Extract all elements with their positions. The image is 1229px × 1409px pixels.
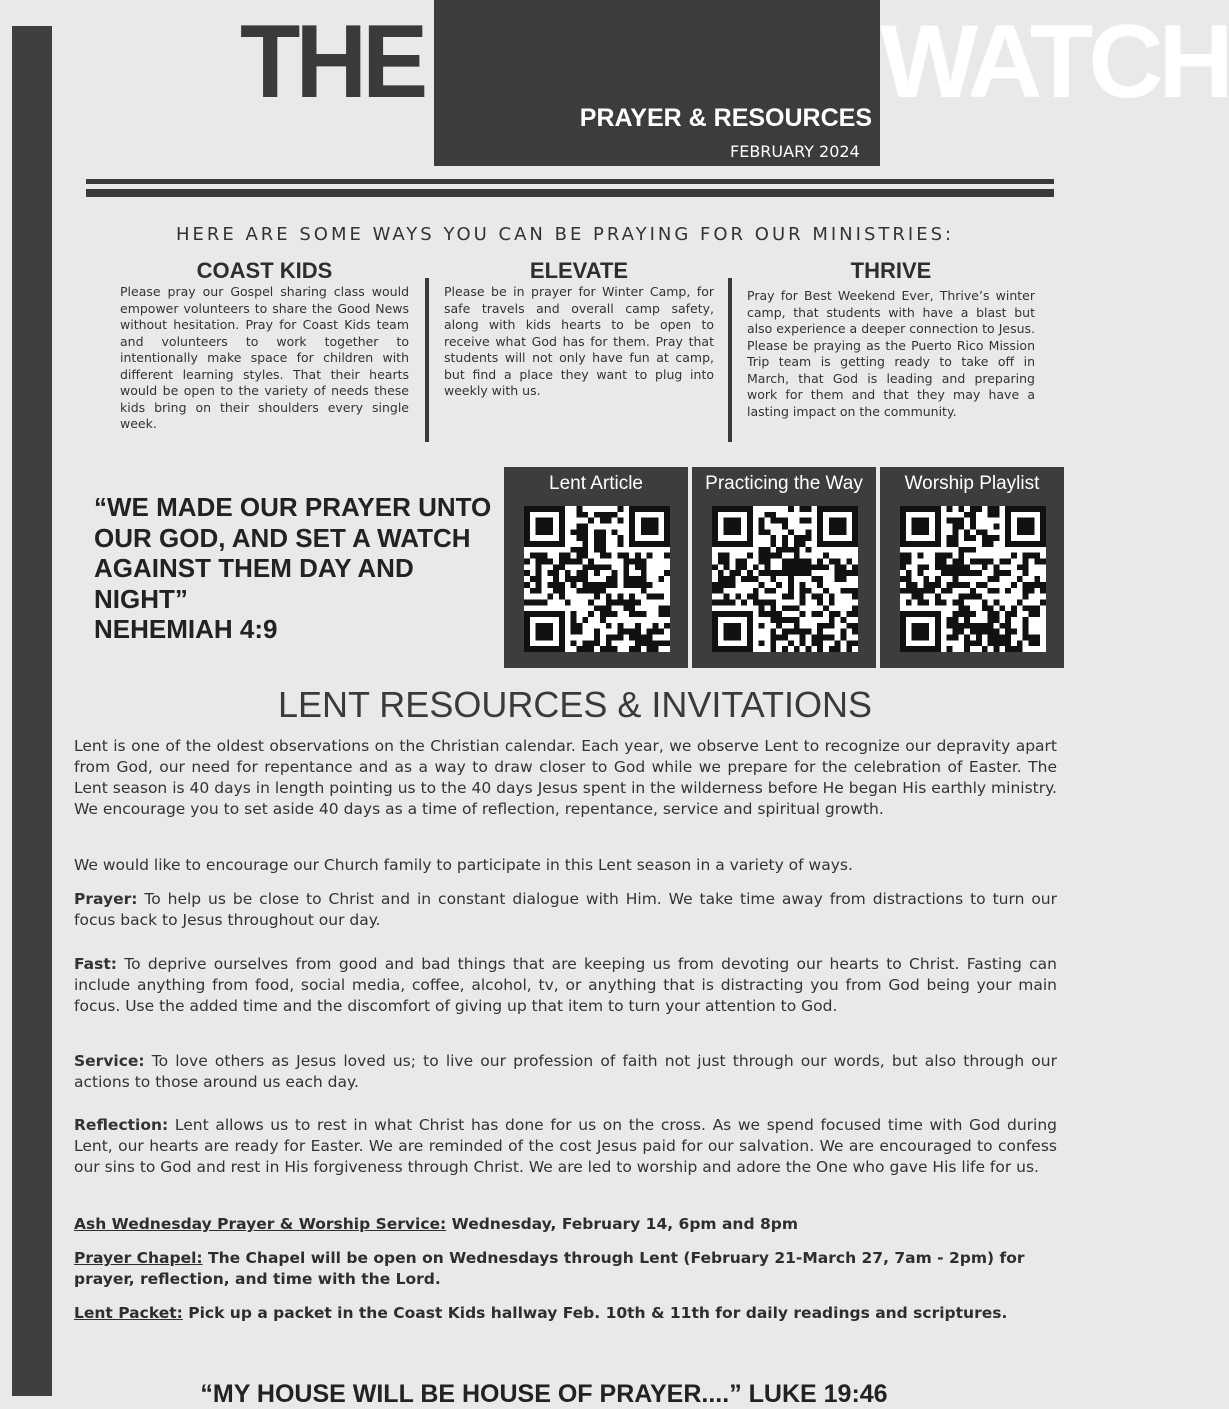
title-watch: WATCH xyxy=(880,4,1229,120)
ministry-thrive xyxy=(747,258,1035,420)
practice-text: Lent allows us to rest in what Christ has done for us on the cross. As we spend focused time with God during Lent, our hearts are ready for Easter. We are reminded of the cost Jesus paid for our salvation. We are encouraged to confess our sins to God and rest in His forgiveness through Christ. We are led to worship and adore the One who gave His life for us. xyxy=(74,1116,1057,1176)
lent-encourage: We would like to encourage our Church family to participate in this Lent season in a variety of ways. xyxy=(74,856,853,874)
qr-practicing-the-way[interactable] xyxy=(692,467,876,668)
nehemiah-quote xyxy=(94,492,494,645)
closing-quote: “MY HOUSE WILL BE HOUSE OF PRAYER....” LUKE 19:46 xyxy=(200,1380,888,1408)
practice-text: To deprive ourselves from good and bad things that are keeping us from devoting our hearts to Christ. Fasting can include anything from food, social media, coffee, alcohol, tv, or anything that is distracting you from God being your main focus. Use the added time and the discomfort of giving up that item to turn your attention to God. xyxy=(74,955,1057,1015)
qr-code-icon[interactable] xyxy=(900,506,1046,652)
issue-date: FEBRUARY 2024 xyxy=(730,142,860,161)
header-rule-thick xyxy=(86,189,1054,197)
ministry-text: Please be in prayer for Winter Camp, for safe travels and overall camp safety, along with kids hearts to be open to receive what God has for them. Pray that students will not only have fun at camp, but find a place they want to plug into weekly with us. xyxy=(444,284,714,398)
qr-worship-playlist[interactable] xyxy=(880,467,1064,668)
event-title: Ash Wednesday Prayer & Worship Service: xyxy=(74,1215,447,1233)
lent-intro: Lent is one of the oldest observations on the Christian calendar. Each year, we observe Lent to recognize our depravity apart from God, our need for repentance and as a way to draw closer to God while we prepare for the celebration of Easter. The Lent season is 40 days in length pointing us to the 40 days Jesus spent in the wilderness before He began His earthly ministry. We encourage you to set aside 40 days as a time of reflection, repentance, service and spiritual growth. xyxy=(74,737,1057,818)
column-divider xyxy=(425,278,429,442)
practice-term: Reflection: xyxy=(74,1116,169,1134)
qr-label: Worship Playlist xyxy=(904,473,1040,494)
ministries-intro: HERE ARE SOME WAYS YOU CAN BE PRAYING FOR OUR MINISTRIES: xyxy=(175,224,955,245)
qr-label: Practicing the Way xyxy=(705,473,863,494)
event-lent-packet xyxy=(74,1303,1064,1324)
verse-text: “WE MADE OUR PRAYER UNTO OUR GOD, AND SET A WATCH AGAINST THEM DAY AND NIGHT” xyxy=(94,492,492,614)
ministry-text: Please pray our Gospel sharing class would empower volunteers to share the Good News without hesitation. Pray for Coast Kids team and volunteers to work together to intentionally make space for children with different learning styles. That their hearts would be open to the variety of needs these kids bring on their shoulders every single week. xyxy=(120,284,409,431)
event-title: Lent Packet: xyxy=(74,1304,183,1322)
practice-text: To help us be close to Christ and in constant dialogue with Him. We take time away from distractions to turn our focus back to Jesus throughout our day. xyxy=(74,890,1057,929)
ministry-elevate xyxy=(444,258,714,400)
practice-service xyxy=(74,1051,1057,1093)
practice-reflection xyxy=(74,1115,1057,1178)
verse-reference: NEHEMIAH 4:9 xyxy=(94,614,278,644)
qr-code-icon[interactable] xyxy=(712,506,858,652)
qr-lent-article[interactable] xyxy=(504,467,688,668)
ministry-name: COAST KIDS xyxy=(196,258,333,283)
practice-term: Fast: xyxy=(74,955,117,973)
header-rule-thin xyxy=(86,179,1054,184)
event-text: Wednesday, February 14, 6pm and 8pm xyxy=(446,1215,798,1233)
ministry-name: THRIVE xyxy=(850,258,932,283)
practice-term: Prayer: xyxy=(74,890,138,908)
event-ash-wednesday xyxy=(74,1214,1064,1235)
ministry-coast-kids xyxy=(120,258,409,433)
ministry-name: ELEVATE xyxy=(529,258,629,283)
qr-label: Lent Article xyxy=(549,473,643,494)
practice-prayer xyxy=(74,889,1057,931)
practice-term: Service: xyxy=(74,1052,145,1070)
column-divider xyxy=(728,278,732,442)
event-text: Pick up a packet in the Coast Kids hallway Feb. 10th & 11th for daily readings and scriptures. xyxy=(182,1304,1008,1322)
lent-title: LENT RESOURCES & INVITATIONS xyxy=(277,684,873,725)
ministry-text: Pray for Best Weekend Ever, Thrive’s winter camp, that students with have a blast but also experience a deeper connection to Jesus. Please be praying as the Puerto Rico Mission Trip team is getting ready to take off in March, that God is leading and preparing work for them and that they may have a lasting impact on the community. xyxy=(747,288,1035,419)
event-text: The Chapel will be open on Wednesdays through Lent (February 21-March 27, 7am - 2pm) for prayer, reflection, and time with the Lord. xyxy=(74,1249,1025,1288)
event-prayer-chapel xyxy=(74,1248,1064,1290)
qr-code-icon[interactable] xyxy=(524,506,670,652)
event-title: Prayer Chapel: xyxy=(74,1249,203,1267)
title-the: THE xyxy=(240,4,424,120)
subtitle: PRAYER & RESOURCES xyxy=(579,104,872,132)
practice-text: To love others as Jesus loved us; to live our profession of faith not just through our words, but also through our actions to those around us each day. xyxy=(74,1052,1057,1091)
practice-fast xyxy=(74,954,1057,1017)
